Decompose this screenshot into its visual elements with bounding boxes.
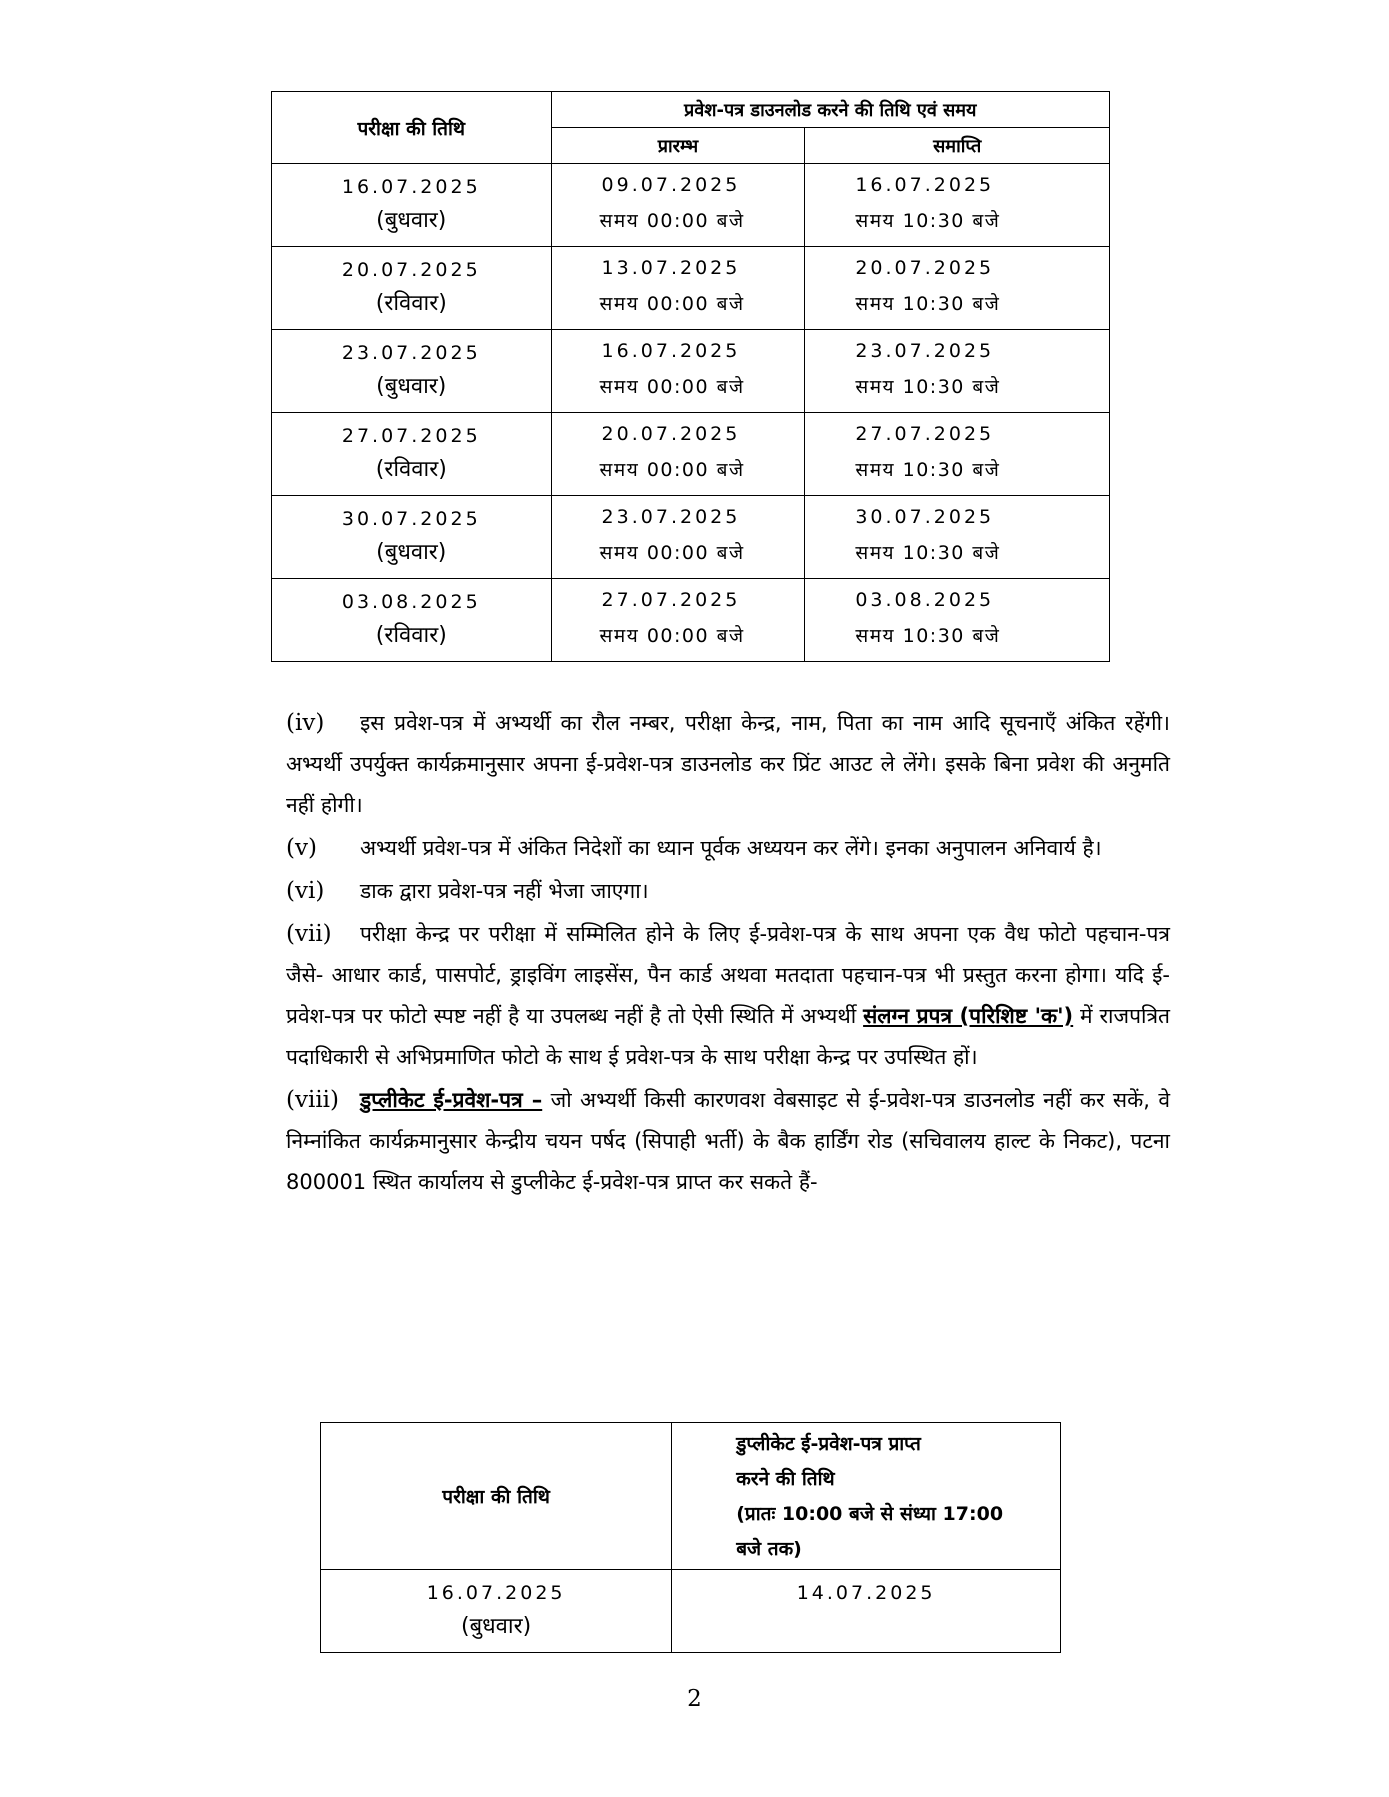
paragraph-viii [286,1080,1170,1203]
header-line: (प्रातः 10:00 बजे से संध्या 17:00 [736,1503,1004,1525]
start-date: 20.07.2025 [601,423,741,445]
table-row [321,1570,1061,1653]
duplicate-admit-card-table [320,1422,1061,1653]
header-line: करने की तिथि [736,1468,835,1490]
end-date: 03.08.2025 [855,589,995,611]
exam-day: (रविवार) [375,291,447,316]
instructions-body [286,703,1170,1205]
paragraph-number: (iv) [286,710,325,736]
header-download-date-time: प्रवेश-पत्र डाउनलोड करने की तिथि एवं समय [551,92,1109,128]
start-time: समय 00:00 बजे [599,459,745,481]
start-date: 16.07.2025 [601,340,741,362]
start-date: 13.07.2025 [601,257,741,279]
exam-date: 23.07.2025 [341,342,481,364]
paragraph-text: जो अभ्यर्थी किसी कारणवश वेबसाइट से ई-प्रवेश-पत्र डाउनलोड नहीं कर सकें, वे निम्नांकित कार्यक्रमानुसार केन्द्रीय चयन पर्षद (सिपाही भर्ती) के बैक हार्डिंग रोड (सचिवालय हाल्ट के निकट), पटना 800001 स्थित कार्यालय से डुप्लीकेट ई-प्रवेश-पत्र प्राप्त कर सकते हैं- [286,1088,1171,1194]
exam-date: 03.08.2025 [341,591,481,613]
end-time: समय 10:30 बजे [855,376,1001,398]
paragraph-vi [286,871,1170,912]
exam-date: 16.07.2025 [426,1582,566,1604]
exam-date: 16.07.2025 [341,176,481,198]
end-time: समय 10:30 बजे [855,210,1001,232]
start-time: समय 00:00 बजे [599,542,745,564]
paragraph-number: (vi) [286,878,325,904]
paragraph-text: डाक द्वारा प्रवेश-पत्र नहीं भेजा जाएगा। [360,879,649,903]
end-time: समय 10:30 बजे [855,542,1001,564]
paragraph-iv [286,703,1170,826]
end-date: 23.07.2025 [855,340,995,362]
exam-date: 20.07.2025 [341,259,481,281]
start-time: समय 00:00 बजे [599,293,745,315]
end-time: समय 10:30 बजे [855,625,1001,647]
paragraph-number: (viii) [286,1087,340,1113]
start-time: समय 00:00 बजे [599,210,745,232]
header-exam-date: परीक्षा की तिथि [272,92,552,164]
paragraph-text: अभ्यर्थी प्रवेश-पत्र में अंकित निदेशों का ध्यान पूर्वक अध्ययन कर लेंगे। इनका अनुपालन अनिवार्य है। [360,836,1102,860]
header-line: बजे तक) [736,1538,802,1560]
paragraph-text: परीक्षा केन्द्र पर परीक्षा में सम्मिलित होने के लिए ई-प्रवेश-पत्र के साथ अपना एक वैध फोटो पहचान-पत्र जैसे- आधार कार्ड, पासपोर्ट, ड्राइविंग लाइसेंस, पैन कार्ड अथवा मतदाता पहचान-पत्र भी प्रस्तुत करना होगा। यदि ई-प्रवेश-पत्र पर फोटो स्पष्ट नहीं है या उपलब्ध नहीं है तो ऐसी स्थिति में अभ्यर्थी [286,922,1170,1028]
exam-day: (रविवार) [375,623,447,648]
paragraph-number: (v) [286,835,317,861]
paragraph-vii [286,914,1170,1078]
start-date: 27.07.2025 [601,589,741,611]
end-date: 16.07.2025 [855,174,995,196]
annexure-reference: संलग्न प्रपत्र (परिशिष्ट 'क') [863,1004,1074,1028]
header-duplicate-date [672,1423,1061,1570]
end-date: 20.07.2025 [855,257,995,279]
header-start: प्रारम्भ [551,128,805,164]
paragraph-v [286,828,1170,869]
table-row [272,330,1110,413]
admit-card-download-schedule-table [271,91,1110,662]
end-date: 30.07.2025 [855,506,995,528]
end-date: 27.07.2025 [855,423,995,445]
paragraph-number: (vii) [286,921,332,947]
start-date: 09.07.2025 [601,174,741,196]
exam-date: 30.07.2025 [341,508,481,530]
header-line: डुप्लीकेट ई-प्रवेश-पत्र प्राप्त [736,1433,921,1455]
start-time: समय 00:00 बजे [599,625,745,647]
exam-day: (बुधवार) [376,374,447,399]
table-row [272,164,1110,247]
start-date: 23.07.2025 [601,506,741,528]
header-exam-date: परीक्षा की तिथि [321,1423,672,1570]
exam-date: 27.07.2025 [341,425,481,447]
exam-day: (बुधवार) [461,1614,532,1639]
header-end: समाप्ति [805,128,1110,164]
page-number: 2 [687,1686,702,1712]
end-time: समय 10:30 बजे [855,459,1001,481]
paragraph-text: में राजपत्रित पदाधिकारी से अभिप्रमाणित फोटो के साथ ई प्रवेश-पत्र के साथ परीक्षा केन्द्र पर उपस्थित हों। [286,1004,1171,1069]
table-row [272,496,1110,579]
table-row [272,413,1110,496]
table-row [272,247,1110,330]
end-time: समय 10:30 बजे [855,293,1001,315]
duplicate-admit-card-heading: डुप्लीकेट ई-प्रवेश-पत्र – [360,1088,543,1112]
paragraph-text: इस प्रवेश-पत्र में अभ्यर्थी का रौल नम्बर, परीक्षा केन्द्र, नाम, पिता का नाम आदि सूचनाएँ अंकित रहेंगी। अभ्यर्थी उपर्युक्त कार्यक्रमानुसार अपना ई-प्रवेश-पत्र डाउनलोड कर प्रिंट आउट ले लेंगे। इसके बिना प्रवेश की अनुमति नहीं होगी। [286,711,1170,817]
duplicate-date: 14.07.2025 [796,1582,936,1604]
exam-day: (बुधवार) [376,540,447,565]
table-row [272,579,1110,662]
start-time: समय 00:00 बजे [599,376,745,398]
exam-day: (रविवार) [375,457,447,482]
exam-day: (बुधवार) [376,208,447,233]
